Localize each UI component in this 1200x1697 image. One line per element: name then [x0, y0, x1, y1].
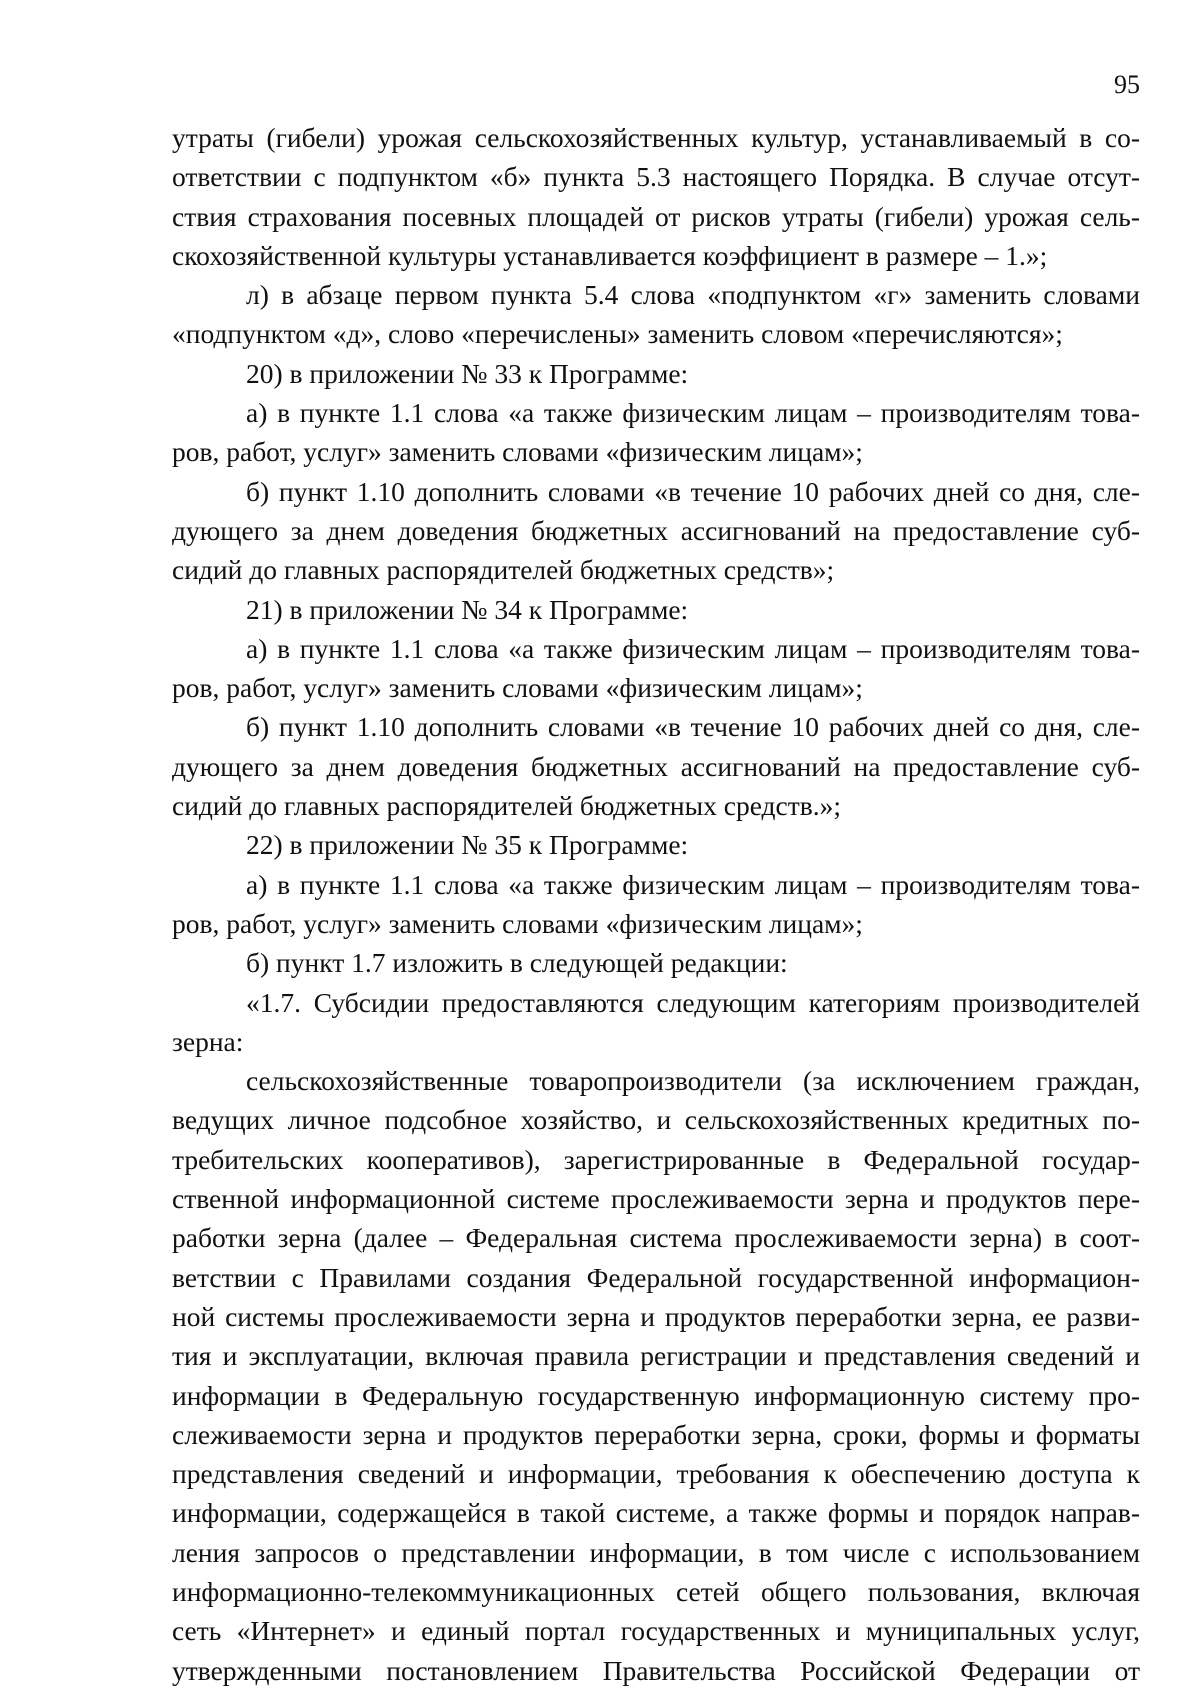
text-line: «1.7. Субсидии предоставляются следующим категориям производителей: [246, 986, 1140, 1018]
text-line: утвержденными постановлением Правительства Российской Федерации от: [172, 1654, 1140, 1686]
document-body: [172, 118, 1140, 1690]
text-line: ственной информационной системе прослеживаемости зерна и продуктов пере-: [172, 1183, 1140, 1215]
text-line: ветствии с Правилами создания Федеральной государственной информацион-: [172, 1261, 1140, 1293]
text-line: б) пункт 1.7 изложить в следующей редакции:: [246, 947, 788, 979]
text-line: представления сведений и информации, требования к обеспечению доступа к: [172, 1458, 1140, 1490]
text-line: дующего за днем доведения бюджетных ассигнований на предоставление суб-: [172, 750, 1140, 782]
text-line: ров, работ, услуг» заменить словами «физическим лицам»;: [172, 672, 863, 704]
text-line: ствия страхования посевных площадей от рисков утраты (гибели) урожая сель-: [172, 200, 1140, 232]
text-line: а) в пункте 1.1 слова «а также физическим лицам – производителям това-: [246, 632, 1140, 664]
text-line: информационно-телекоммуникационных сетей общего пользования, включая: [172, 1575, 1140, 1607]
text-line: б) пункт 1.10 дополнить словами «в течение 10 рабочих дней со дня, сле-: [246, 475, 1140, 507]
text-line: сидий до главных распорядителей бюджетных средств.»;: [172, 790, 842, 822]
text-line: 22) в приложении № 35 к Программе:: [246, 829, 689, 861]
text-line: а) в пункте 1.1 слова «а также физическим лицам – производителям това-: [246, 868, 1140, 900]
text-line: б) пункт 1.10 дополнить словами «в течение 10 рабочих дней со дня, сле-: [246, 711, 1140, 743]
text-line: информации, содержащейся в такой системе, а также формы и порядок направ-: [172, 1497, 1140, 1529]
text-line: 20) в приложении № 33 к Программе:: [246, 357, 689, 389]
page-number: 95: [1114, 70, 1140, 99]
text-line: а) в пункте 1.1 слова «а также физическим лицам – производителям това-: [246, 397, 1140, 429]
text-line: скохозяйственной культуры устанавливается коэффициент в размере – 1.»;: [172, 239, 1048, 271]
text-line: сеть «Интернет» и единый портал государственных и муниципальных услуг,: [172, 1615, 1140, 1647]
text-line: утраты (гибели) урожая сельскохозяйственных культур, устанавливаемый в со-: [172, 122, 1140, 153]
text-line: ответствии с подпунктом «б» пункта 5.3 настоящего Порядка. В случае отсут-: [172, 161, 1140, 193]
text-line: 21) в приложении № 34 к Программе:: [246, 593, 689, 625]
text-line: требительских кооперативов), зарегистрированные в Федеральной государ-: [172, 1143, 1140, 1175]
text-line: сельскохозяйственные товаропроизводители (за исключением граждан,: [246, 1065, 1140, 1097]
text-line: зерна:: [172, 1025, 244, 1057]
text-line: работки зерна (далее – Федеральная система прослеживаемости зерна) в соот-: [172, 1222, 1140, 1254]
text-line: ведущих личное подсобное хозяйство, и сельскохозяйственных кредитных по-: [172, 1104, 1140, 1136]
text-line: тия и эксплуатации, включая правила регистрации и представления сведений и: [172, 1340, 1140, 1372]
text-line: информации в Федеральную государственную информационную систему про-: [172, 1379, 1140, 1411]
text-line: л) в абзаце первом пункта 5.4 слова «подпунктом «г» заменить словами: [246, 279, 1140, 311]
text-line: ров, работ, услуг» заменить словами «физическим лицам»;: [172, 907, 863, 939]
text-line: ления запросов о представлении информации, в том числе с использованием: [172, 1536, 1140, 1568]
text-line: слеживаемости зерна и продуктов переработки зерна, сроки, формы и форматы: [172, 1418, 1140, 1450]
text-line: ров, работ, услуг» заменить словами «физическим лицам»;: [172, 436, 863, 468]
text-line: ной системы прослеживаемости зерна и продуктов переработки зерна, ее разви-: [172, 1300, 1140, 1332]
text-line: дующего за днем доведения бюджетных ассигнований на предоставление суб-: [172, 514, 1140, 546]
text-line: сидий до главных распорядителей бюджетных средств»;: [172, 554, 835, 586]
text-line: «подпунктом «д», слово «перечислены» заменить словом «перечисляются»;: [172, 318, 1063, 350]
